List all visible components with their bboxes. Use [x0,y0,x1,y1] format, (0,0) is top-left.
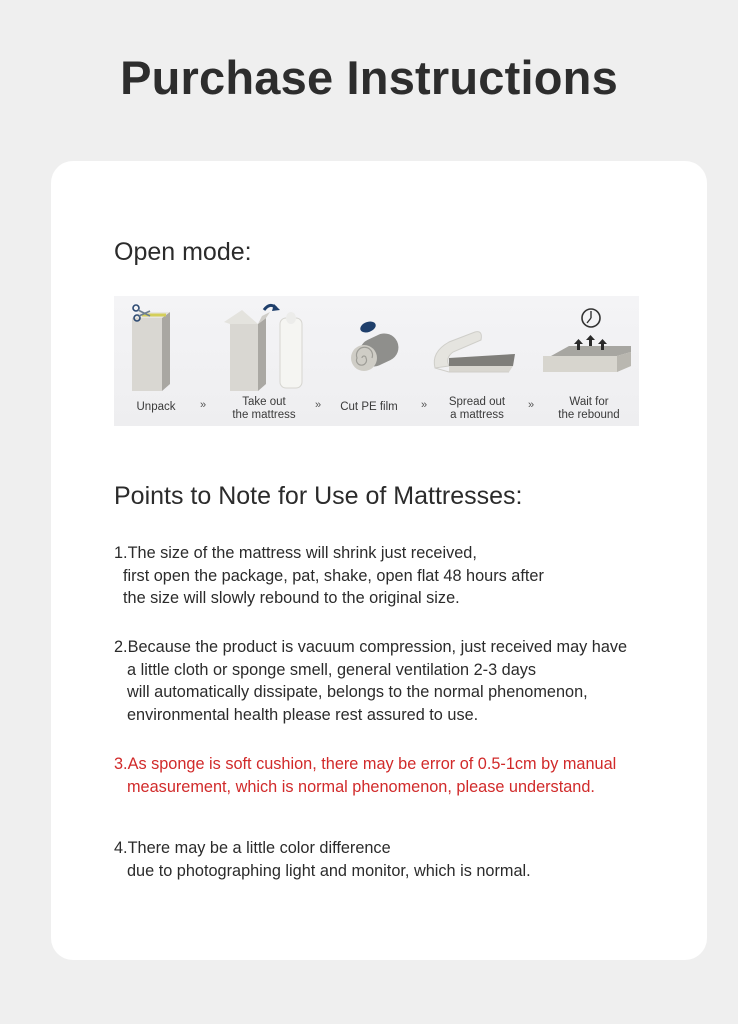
note-item-2: 2.Because the product is vacuum compression, just received may have a little cloth or sponge smell, general ventilation 2-3 days will automatically dissipate, belongs to the normal phenomenon, environmental health please rest assured to use. [114,638,628,724]
unrolling-mattress-icon [429,296,525,396]
step-spread-out [429,296,525,426]
step-label: Spread out a mattress [448,396,506,421]
notes-heading: Points to Note for Use of Mattresses: [114,482,523,510]
note-item-4: 4.There may be a little color difference due to photographing light and monitor, which is normal. [114,839,531,880]
note-item-3-highlight: 3.As sponge is soft cushion, there may be error of 0.5-1cm by manual measurement, which is normal phenomenon, please understand. [114,755,617,796]
step-wait-rebound [539,296,639,426]
step-separator: » [420,399,428,411]
open-mode-steps-illustration [114,296,639,426]
clock-rebound-mattress-icon [539,296,639,396]
step-separator: » [314,399,322,411]
rolled-mattress-icon [329,296,409,396]
step-separator: » [199,399,207,411]
step-unpack [114,296,198,426]
step-separator: » [527,399,535,411]
step-label: Wait for the rebound [558,396,620,421]
open-mode-heading: Open mode: [114,238,252,266]
box-rolled-mattress-icon [214,296,314,396]
step-label: Take out the mattress [232,396,296,421]
step-cut-pe-film [329,296,409,426]
step-label: Cut PE film [340,401,398,413]
step-label: Unpack [136,401,176,413]
scissors-box-icon [114,296,198,396]
page-title: Purchase Instructions [120,51,618,104]
step-take-out [214,296,314,426]
note-item-1: 1.The size of the mattress will shrink just received, first open the package, pat, shake, open flat 48 hours after the size will slowly rebound to the original size. [114,544,544,607]
